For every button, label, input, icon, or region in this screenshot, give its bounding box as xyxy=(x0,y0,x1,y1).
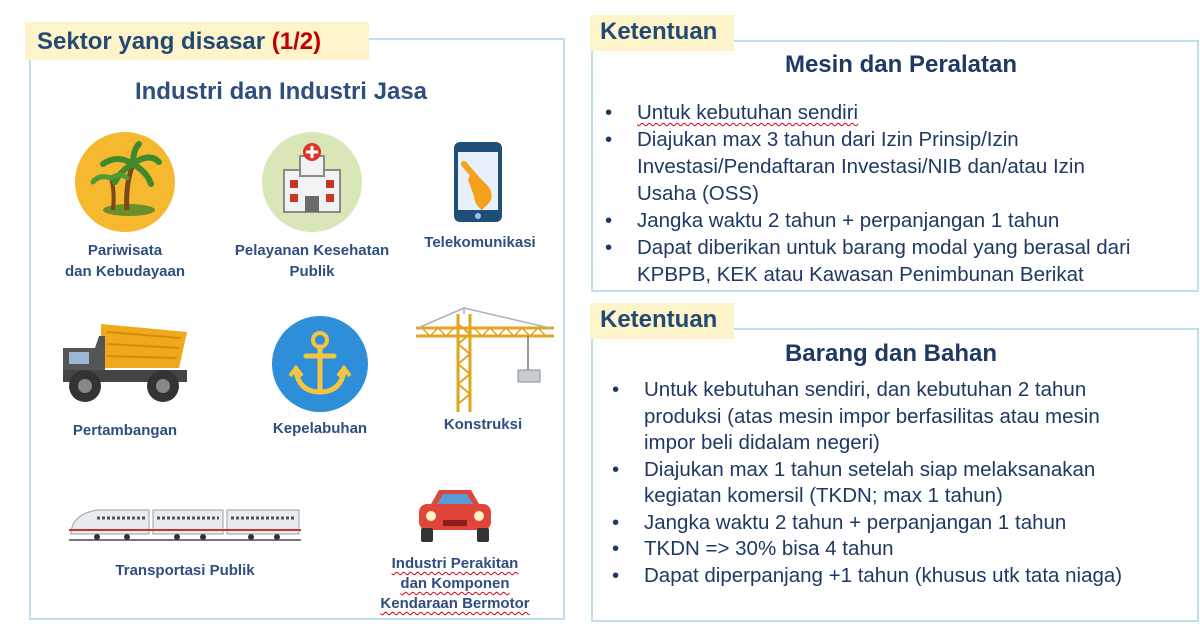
barang-bullet-list xyxy=(612,377,1190,589)
sector-label: Kepelabuhan xyxy=(272,420,368,437)
ketentuan-tab: Ketentuan xyxy=(590,303,734,339)
sector-label: Pelayanan Kesehatan Publik xyxy=(234,242,390,280)
sector-label: Transportasi Publik xyxy=(115,562,255,579)
sector-label: Pariwisata dan Kebudayaan xyxy=(64,242,186,280)
smartphone-icon xyxy=(450,140,510,224)
sector-heading: Industri dan Industri Jasa xyxy=(134,78,428,105)
page-indicator: (1/2) xyxy=(271,28,322,55)
sector-transportasi xyxy=(65,496,305,581)
ketentuan-tab: Ketentuan xyxy=(590,15,734,51)
sector-label: Konstruksi xyxy=(443,416,523,433)
dump-truck-icon xyxy=(55,318,195,404)
sector-kendaraan xyxy=(365,484,545,614)
mesin-bullet-list xyxy=(605,99,1190,288)
train-icon xyxy=(67,496,303,546)
crane-icon xyxy=(410,304,556,414)
list-item: • Diajukan max 3 tahun dari Izin Prinsip/Izin Investasi/Pendaftaran Investasi/NIB dan/atau Izin Usaha (OSS) xyxy=(605,126,1190,207)
list-item: • Jangka waktu 2 tahun + perpanjangan 1 tahun xyxy=(612,510,1190,537)
sector-telekomunikasi xyxy=(410,140,550,253)
car-icon xyxy=(413,484,497,546)
list-item: • Jangka waktu 2 tahun + perpanjangan 1 tahun xyxy=(605,207,1190,234)
sector-pertambangan xyxy=(50,318,200,441)
sector-label: Telekomunikasi xyxy=(424,234,536,251)
sector-pariwisata xyxy=(50,130,200,282)
hospital-icon xyxy=(260,130,364,234)
sector-label: Industri Perakitan dan Komponen Kendaraan Bermotor xyxy=(380,555,530,612)
list-item: • TKDN => 30% bisa 4 tahun xyxy=(612,536,1190,563)
palm-tree-icon xyxy=(73,130,177,234)
sector-konstruksi xyxy=(408,304,558,435)
list-item: • Diajukan max 1 tahun setelah siap melaksanakan kegiatan komersil (TKDN; max 1 tahun) xyxy=(612,457,1190,510)
barang-heading: Barang dan Bahan xyxy=(784,340,998,367)
list-item: • Untuk kebutuhan sendiri xyxy=(605,99,1190,126)
sector-tab-title: Sektor yang disasar (1/2) xyxy=(25,22,369,60)
sector-label: Pertambangan xyxy=(72,422,178,439)
mesin-heading: Mesin dan Peralatan xyxy=(784,51,1018,78)
sector-kesehatan xyxy=(222,130,402,282)
list-item: • Untuk kebutuhan sendiri, dan kebutuhan 2 tahun produksi (atas mesin impor berfasilitas atau mesin impor beli didalam negeri) xyxy=(612,377,1190,457)
list-item: • Dapat diberikan untuk barang modal yang berasal dari KPBPB, KEK atau Kawasan Penimbunan Berikat xyxy=(605,234,1190,288)
list-item: • Dapat diperpanjang +1 tahun (khusus utk tata niaga) xyxy=(612,563,1190,590)
anchor-icon xyxy=(270,314,370,414)
sector-kepelabuhan xyxy=(250,314,390,439)
